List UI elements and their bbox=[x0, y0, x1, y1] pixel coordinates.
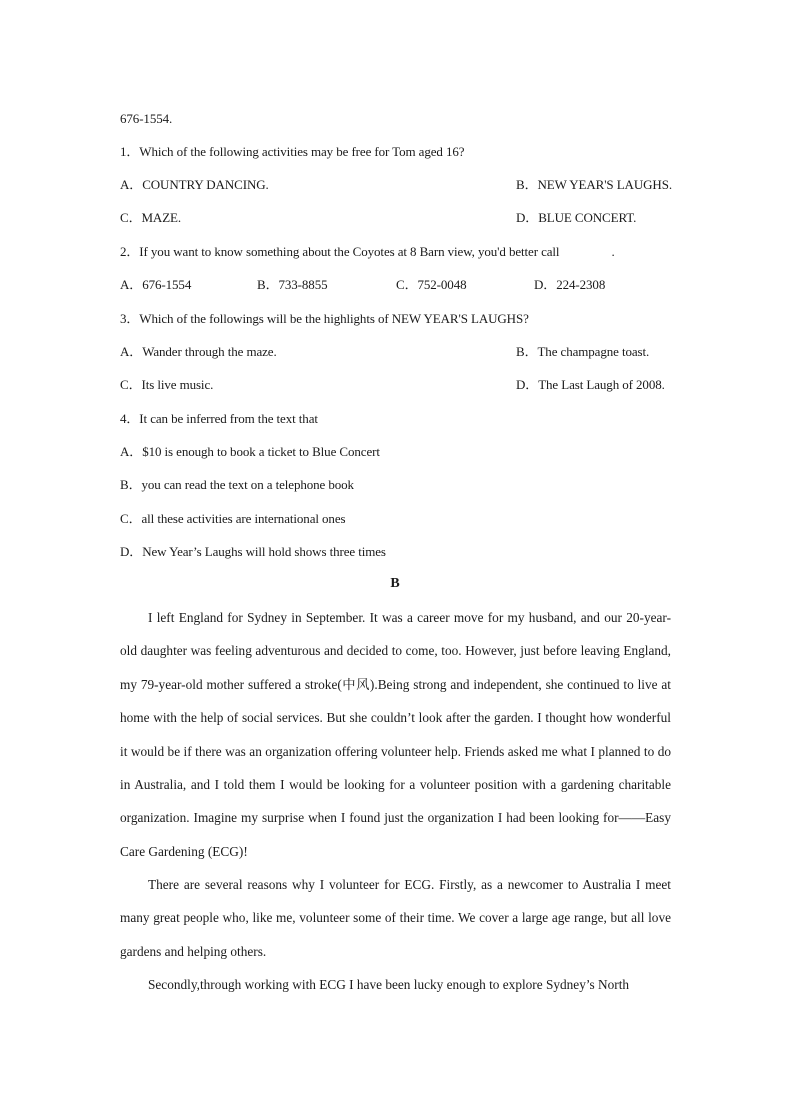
question-2-stem bbox=[120, 244, 615, 260]
question-2-option-c: C．752-0048 bbox=[396, 277, 467, 292]
question-2-stem-text: 2．If you want to know something about the Coyotes at 8 Barn view, you'd better call bbox=[120, 244, 560, 259]
passage-paragraph-2: There are several reasons why I volunteer for ECG. Firstly, as a newcomer to Australia I meet many great people who, like me, volunteer some of their time. We cover a large age range, but all love gardens and helping others. bbox=[120, 877, 671, 959]
question-1-option-c: C．MAZE. bbox=[120, 210, 182, 225]
question-3-options-row-1 bbox=[120, 344, 650, 360]
question-1-option-d: D．BLUE CONCERT. bbox=[516, 210, 637, 225]
question-3-option-d: D．The Last Laugh of 2008. bbox=[516, 377, 665, 392]
question-2-option-a: A．676-1554 bbox=[120, 277, 192, 292]
question-4-option-d: D．New Year’s Laughs will hold shows three times bbox=[120, 544, 386, 559]
question-2-option-b: B．733-8855 bbox=[257, 277, 328, 292]
question-3-stem: 3．Which of the followings will be the highlights of NEW YEAR'S LAUGHS? bbox=[120, 311, 529, 326]
question-4-option-b: B．you can read the text on a telephone book bbox=[120, 477, 354, 492]
section-title: B bbox=[390, 576, 400, 591]
question-2-stem-end: . bbox=[611, 244, 615, 259]
question-1-stem: 1．Which of the following activities may be free for Tom aged 16? bbox=[120, 144, 465, 159]
passage-paragraph-3: Secondly,through working with ECG I have been lucky enough to explore Sydney’s North bbox=[148, 977, 630, 992]
question-1-options-row-2 bbox=[120, 210, 637, 226]
question-4-stem: 4．It can be inferred from the text that bbox=[120, 411, 318, 426]
question-4-option-c: C．all these activities are international ones bbox=[120, 511, 346, 526]
question-1-option-a: A．COUNTRY DANCING. bbox=[120, 177, 269, 192]
continued-phone-text: 676-1554. bbox=[120, 111, 173, 126]
question-3-option-c: C．Its live music. bbox=[120, 377, 214, 392]
question-3-options-row-2 bbox=[120, 377, 665, 393]
passage-paragraph-1: I left England for Sydney in September. It was a career move for my husband, and our 20-year-old daughter was feeling adventurous and decided to come, too. However, just before leaving England, my 79-year-old mother suffered a stroke(中风).Being strong and independent, she continued to live at home with the help of social services. But she couldn’t look after the garden. I thought how wonderful it would be if there was an organization offering volunteer help. Friends asked me what I planned to do in Australia, and I told them I would be looking for a volunteer position with a gardening charitable organization. Imagine my surprise when I found just the organization I had been looking for——Easy Care Gardening (ECG)! bbox=[120, 610, 671, 859]
question-1-options-row-1 bbox=[120, 177, 672, 193]
question-1-option-b: B．NEW YEAR'S LAUGHS. bbox=[516, 177, 672, 192]
question-2-option-d: D．224-2308 bbox=[534, 277, 606, 292]
question-4-option-a: A．$10 is enough to book a ticket to Blue Concert bbox=[120, 444, 380, 459]
question-3-option-a: A．Wander through the maze. bbox=[120, 344, 277, 359]
question-3-option-b: B．The champagne toast. bbox=[516, 344, 650, 359]
